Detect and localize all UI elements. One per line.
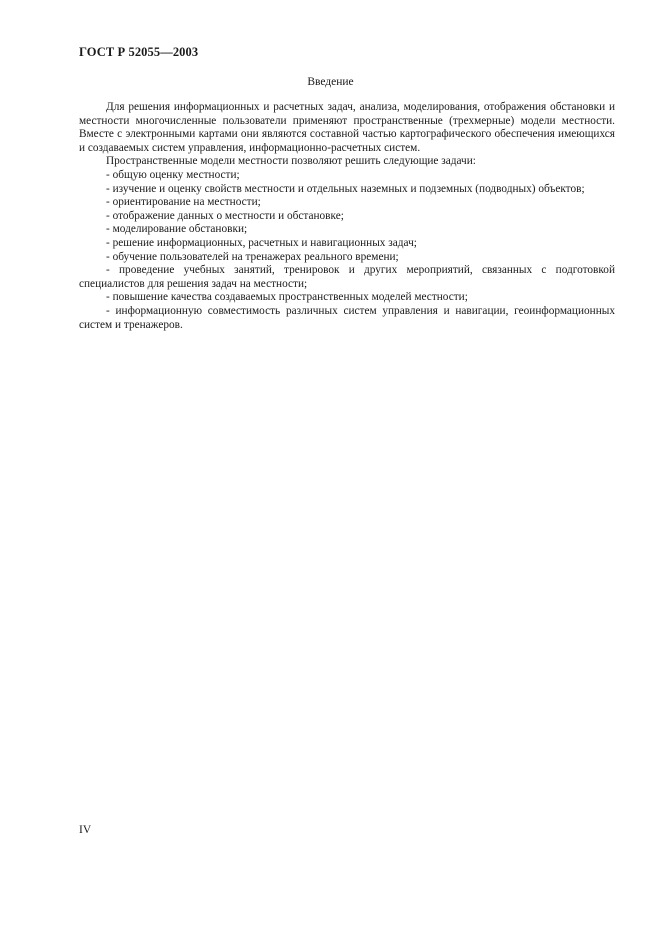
document-body (79, 101, 615, 332)
document-number-header: ГОСТ Р 52055—2003 (79, 45, 199, 59)
list-item: - повышение качества создаваемых пространственных моделей местности; (79, 291, 615, 305)
page-number: IV (79, 824, 92, 836)
list-item: - изучение и оценку свойств местности и отдельных наземных и подземных (подводных) объектов; (79, 183, 615, 197)
list-item: - моделирование обстановки; (79, 223, 615, 237)
list-item: - информационную совместимость различных систем управления и навигации, геоинформационных систем и тренажеров. (79, 305, 615, 332)
tasks-lead-paragraph: Пространственные модели местности позволяют решить следующие задачи: (106, 155, 476, 168)
list-item: - общую оценку местности; (79, 169, 615, 183)
tasks-list (79, 169, 615, 332)
list-item: - отображение данных о местности и обстановке; (79, 210, 615, 224)
intro-paragraph: Для решения информационных и расчетных задач, анализа, моделирования, отображения обстановки и местности многочисленные пользователи применяют пространственные (трехмерные) модели местности. Вместе с электронными картами они являются составной частью картографического обеспечения имеющихся и создаваемых систем управления, информационно-расчетных систем. (79, 101, 615, 154)
list-item: - решение информационных, расчетных и навигационных задач; (79, 237, 615, 251)
list-item: - обучение пользователей на тренажерах реального времени; (79, 251, 615, 265)
list-item: - проведение учебных занятий, тренировок и других мероприятий, связанных с подготовкой специалистов для решения задач на местности; (79, 264, 615, 291)
list-item: - ориентирование на местности; (79, 196, 615, 210)
section-title: Введение (307, 76, 354, 88)
